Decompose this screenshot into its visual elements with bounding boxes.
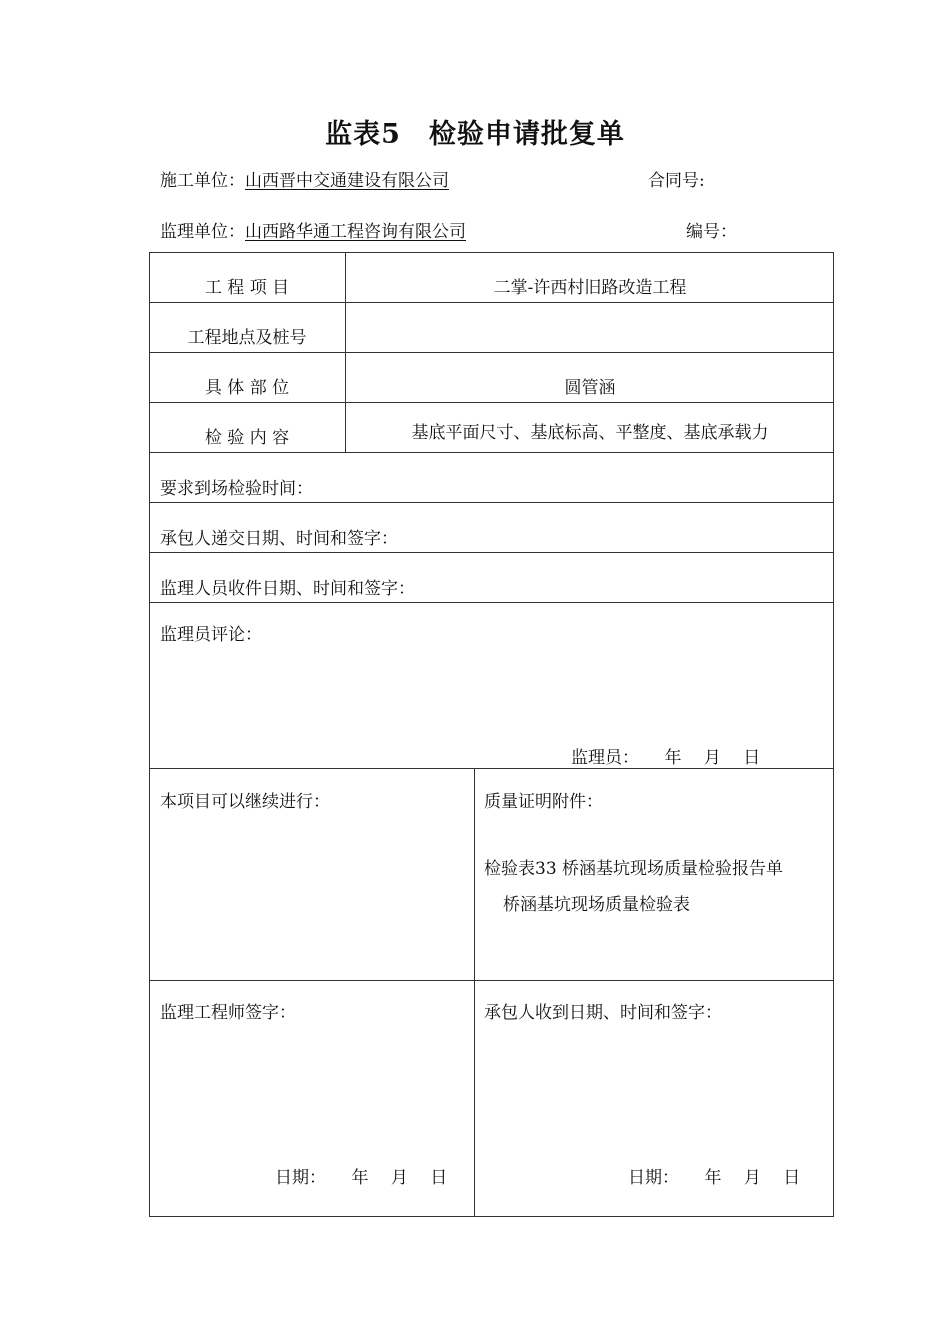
part-value: 圆管涵 [564,378,616,398]
row-divider [149,502,834,503]
row-divider [149,552,834,553]
attachment-item: 桥涵基坑现场质量检验表 [503,895,690,915]
attachment-item: 检验表33 桥涵基坑现场质量检验报告单 [484,859,784,879]
comment-label: 监理员评论： [160,625,262,645]
contractor-label: 施工单位： [160,171,245,191]
supervisor-receive-label: 监理人员收件日期、时间和签字： [160,579,415,599]
project-value: 二掌-许西村旧路改造工程 [493,278,687,298]
contractor-date-line: 日期： 年 月 日 [628,1168,801,1188]
content-label: 检 验 内 容 [204,428,290,448]
row-divider [149,302,834,303]
contract-no-label: 合同号: [648,171,705,191]
row-divider [149,768,834,769]
comment-sign-line: 监理员： 年 月 日 [571,748,761,768]
contractor-line [160,166,449,191]
serial-label: 编号： [686,222,737,242]
row-divider [149,402,834,403]
supervisor-line [160,217,466,242]
supervisor-value: 山西路华通工程咨询有限公司 [245,222,466,242]
column-divider [474,768,475,1217]
part-label: 具 体 部 位 [204,378,290,398]
row-divider [149,452,834,453]
contractor-submit-label: 承包人递交日期、时间和签字： [160,529,398,549]
supervisor-label: 监理单位： [160,222,245,242]
contractor-value: 山西晋中交通建设有限公司 [245,171,449,191]
project-label: 工 程 项 目 [204,278,290,298]
engineer-sign-label: 监理工程师签字： [160,1003,296,1023]
row-divider [149,352,834,353]
row-divider [149,980,834,981]
engineer-date-line: 日期： 年 月 日 [275,1168,448,1188]
content-value: 基底平面尺寸、基底标高、平整度、基底承载力 [411,423,769,443]
row-divider [149,602,834,603]
location-label: 工程地点及桩号 [187,328,307,348]
attachment-label: 质量证明附件： [484,792,603,812]
required-time-label: 要求到场检验时间： [160,479,313,499]
page-title: 监表5 检验申请批复单 [325,119,625,150]
contractor-receive-label: 承包人收到日期、时间和签字： [484,1003,722,1023]
continue-label: 本项目可以继续进行： [160,792,330,812]
